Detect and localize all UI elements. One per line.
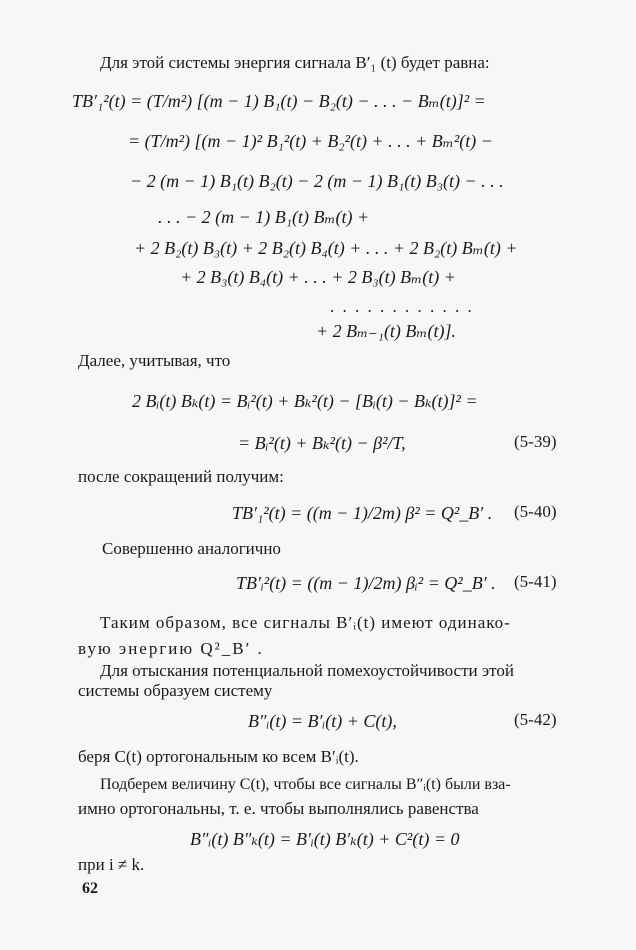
equation-line-15: TB′ᵢ²(t) = ((m − 1)/2m) βᵢ² = Q²_B′ . [236,573,496,593]
text-line-berya: беря C(t) ортогональным ко всем B′ᵢ(t). [78,747,359,766]
equation-line-5: + 2 B₂(t) B₃(t) + 2 B₂(t) B₄(t) + . . . + 2 B₂(t) Bₘ(t) + [134,238,518,258]
equation-line-6: + 2 B₃(t) B₄(t) + . . . + 2 B₃(t) Bₘ(t) + [180,267,456,287]
equation-line-11: = Bᵢ²(t) + Bₖ²(t) − β²/T, [238,433,406,453]
text-line-imno: имно ортогональны, т. е. чтобы выполнялись равенства [78,799,479,818]
text-line-podberem: Подберем величину C(t), чтобы все сигналы B″ᵢ(t) были вза- [100,776,511,793]
text-line-dalee: Далее, учитывая, что [78,351,231,370]
text-line-sovershenno: Совершенно аналогично [102,539,281,558]
equation-line-13: TB′₁²(t) = ((m − 1)/2m) β² = Q²_B′ . [232,503,493,523]
text-line-pri: при i ≠ k. [78,855,145,874]
equation-number-5-42: (5-42) [514,710,557,729]
equation-line-4: . . . − 2 (m − 1) B₁(t) Bₘ(t) + [158,207,370,227]
equation-number-5-41: (5-41) [514,572,557,591]
equation-line-24: B″ᵢ(t) B″ₖ(t) = B′ᵢ(t) B′ₖ(t) + C²(t) = 0 [190,829,460,849]
equation-line-3: − 2 (m − 1) B₁(t) B₂(t) − 2 (m − 1) B₁(t) B₃(t) − . . . [130,171,504,191]
equation-number-5-40: (5-40) [514,502,557,521]
text-line-takim: Таким образом, все сигналы B′ᵢ(t) имеют одинако- [100,613,511,632]
text-line-dlya: Для отыскания потенциальной помехоустойчивости этой [100,661,514,680]
equation-line-8: + 2 Bₘ₋₁(t) Bₘ(t)]. [316,321,456,341]
equation-number-5-39: (5-39) [514,432,557,451]
text-line-sistemy: системы образуем систему [78,681,273,700]
text-line-energy: вую энергию Q²_B′ . [78,639,264,658]
equation-line-20: B″ᵢ(t) = B′ᵢ(t) + C(t), [248,711,397,731]
text-line-posle: после сокращений получим: [78,467,284,486]
dots-line: . . . . . . . . . . . . [330,297,474,316]
equation-line-10: 2 Bᵢ(t) Bₖ(t) = Bᵢ²(t) + Bₖ²(t) − [Bᵢ(t) − Bₖ(t)]² = [132,391,478,411]
page-number: 62 [82,880,98,897]
equation-line-2: = (T/m²) [(m − 1)² B₁²(t) + B₂²(t) + . . . + Bₘ²(t) − [128,131,493,151]
text-line-intro: Для этой системы энергия сигнала B′₁ (t) будет равна: [100,53,490,72]
equation-line-1: TB′₁²(t) = (T/m²) [(m − 1) B₁(t) − B₂(t) − . . . − Bₘ(t)]² = [72,91,486,111]
